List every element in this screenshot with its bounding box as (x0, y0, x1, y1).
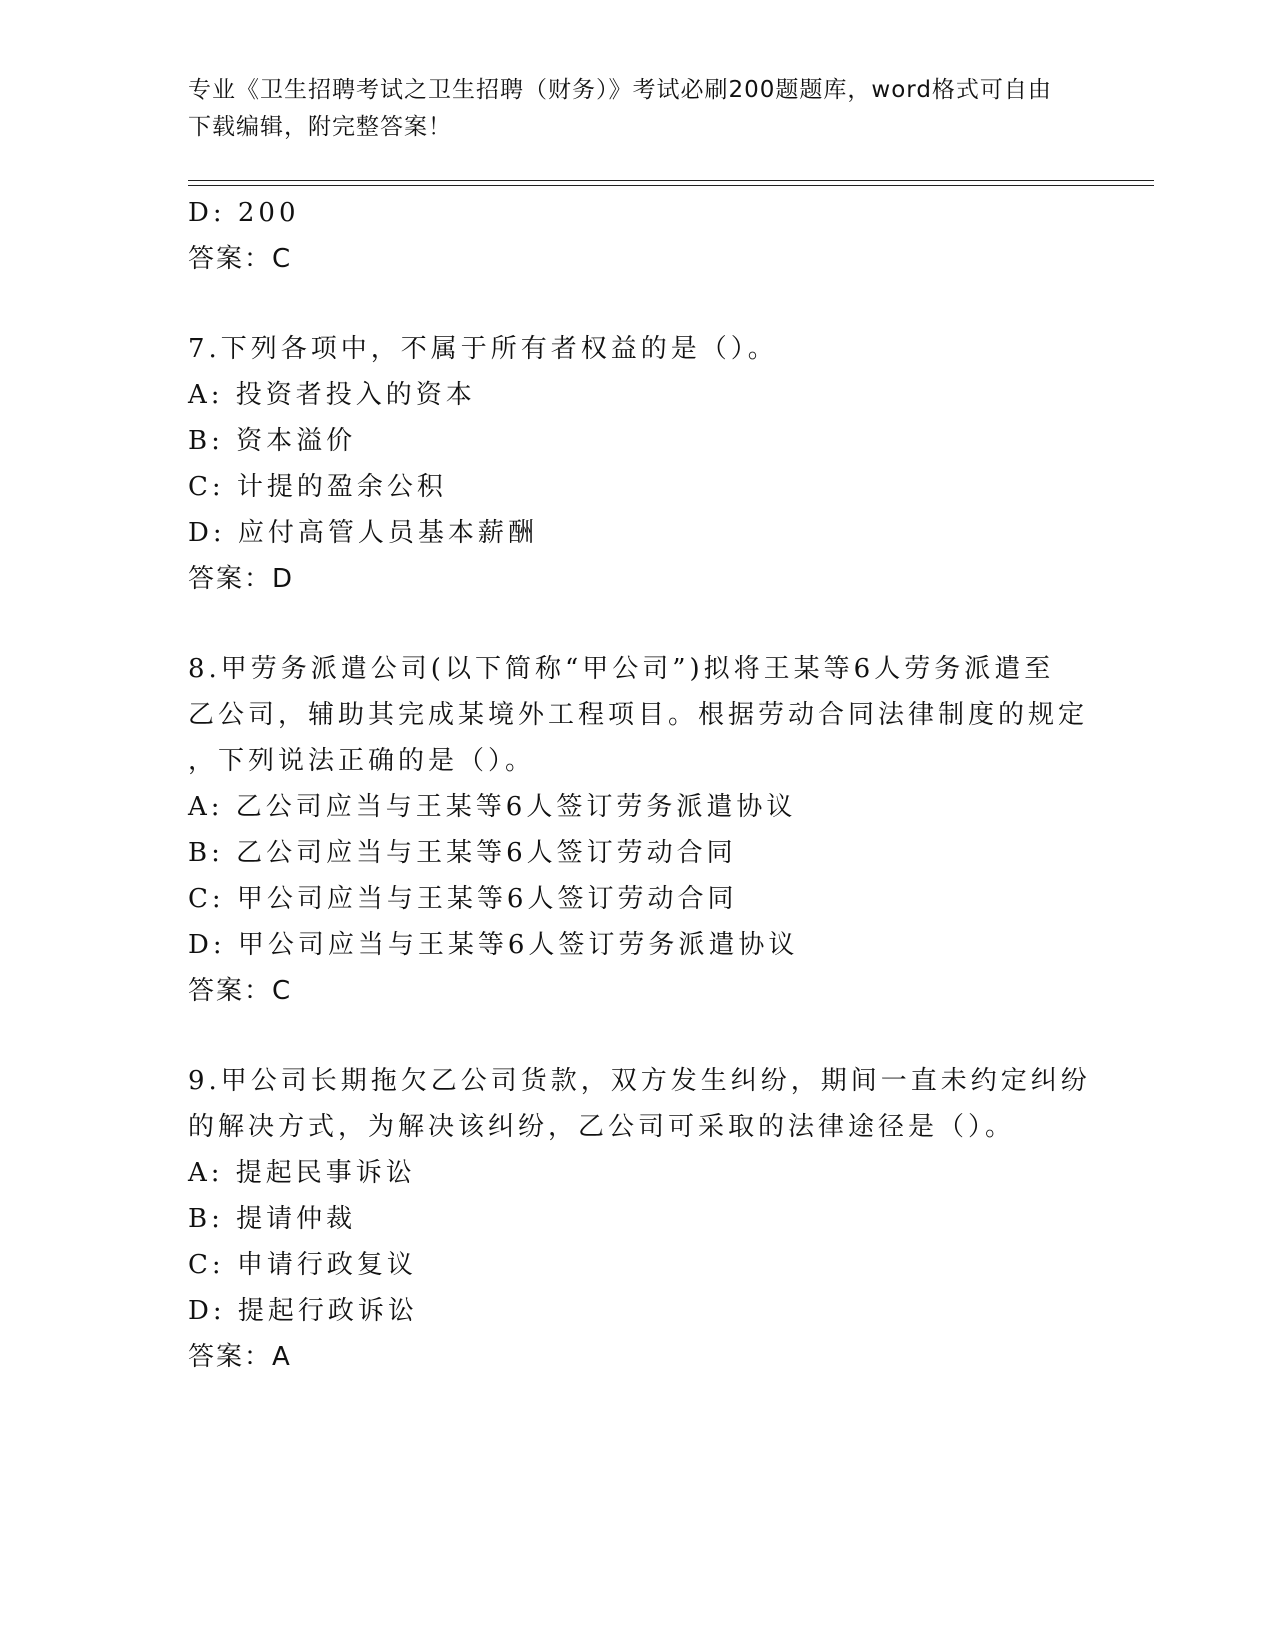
spacer (188, 282, 1068, 326)
option-d: D: 200 (188, 198, 300, 228)
question-stem-line-1: 9.甲公司长期拖欠乙公司货款，双方发生纠纷，期间一直未约定纠纷 (188, 1066, 1091, 1096)
answer: 答案：C (188, 976, 293, 1006)
option-b: B: 资本溢价 (188, 426, 357, 456)
option-a: A: 投资者投入的资本 (188, 380, 476, 410)
header-rule-top (188, 180, 1154, 181)
answer: 答案：C (188, 244, 293, 274)
option-b: B: 提请仲裁 (188, 1204, 357, 1234)
header-rule-bottom (188, 185, 1154, 186)
question-stem: 7.下列各项中，不属于所有者权益的是（）。 (188, 334, 778, 364)
option-a: A: 乙公司应当与王某等6人签订劳务派遣协议 (188, 792, 797, 822)
answer: 答案：D (188, 564, 295, 594)
option-c: C: 甲公司应当与王某等6人签订劳动合同 (188, 884, 738, 914)
option-d: D: 甲公司应当与王某等6人签订劳务派遣协议 (188, 930, 799, 960)
question-7 (188, 326, 1068, 602)
answer: 答案：A (188, 1342, 292, 1372)
option-c: C: 申请行政复议 (188, 1250, 417, 1280)
question-stem-line-2: 的解决方式，为解决该纠纷，乙公司可采取的法律途径是（）。 (188, 1112, 1016, 1142)
option-c: C: 计提的盈余公积 (188, 472, 447, 502)
question-stem-line-2: 乙公司，辅助其完成某境外工程项目。根据劳动合同法律制度的规定 (188, 700, 1089, 730)
question-stem-line-3: ，下列说法正确的是（）。 (188, 746, 536, 776)
option-a: A: 提起民事诉讼 (188, 1158, 416, 1188)
option-d: D: 提起行政诉讼 (188, 1296, 418, 1326)
question-stem-line-1: 8.甲劳务派遣公司(以下简称“甲公司”)拟将王某等6人劳务派遣至 (188, 654, 1055, 684)
question-8 (188, 646, 1089, 1014)
document-body (188, 190, 1091, 1380)
document-header: 专业《卫生招聘考试之卫生招聘（财务）》考试必刷200题题库，word格式可自由下载编辑，附完整答案！ (188, 77, 1052, 140)
question-6-tail (188, 190, 1068, 282)
question-9 (188, 1058, 1091, 1380)
option-b: B: 乙公司应当与王某等6人签订劳动合同 (188, 838, 737, 868)
option-d: D: 应付高管人员基本薪酬 (188, 518, 538, 548)
spacer (188, 602, 1068, 646)
spacer (188, 1014, 1068, 1058)
